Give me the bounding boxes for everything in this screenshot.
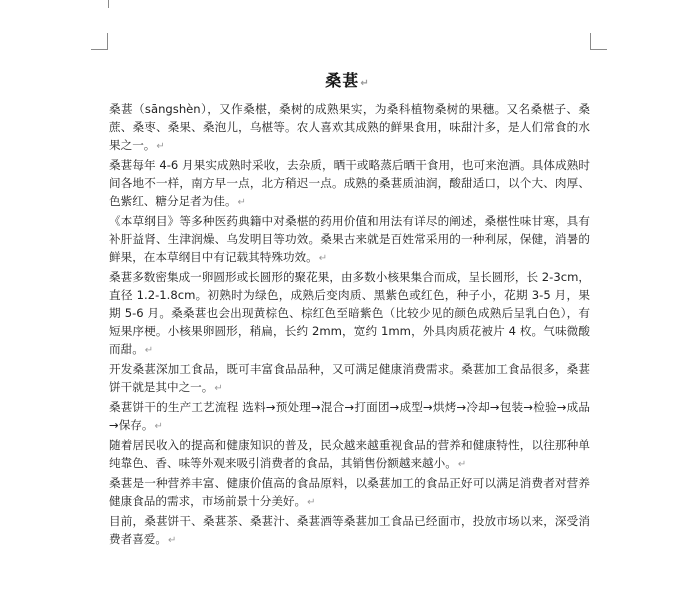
paragraph-2[interactable]: 桑葚每年 4-6 月果实成熟时采收，去杂质，晒干或略蒸后晒干食用，也可来泡酒。具体成熟时间各地不一样，南方早一点，北方稍迟一点。成熟的桑葚质油润，酸甜适口，以个大、肉厚、色紫红、糖分足者为佳。↵ — [109, 158, 590, 208]
paragraph-8[interactable]: 桑葚是一种营养丰富、健康价值高的食品原料，以桑葚加工的食品正好可以满足消费者对营养健康食品的需求，市场前景十分美好。↵ — [109, 476, 590, 508]
margin-corner-top-left — [91, 33, 108, 50]
paragraph-mark: ↵ — [457, 459, 467, 470]
text-cursor-tick — [108, 0, 109, 8]
paragraph-6[interactable]: 桑葚饼干的生产工艺流程 选料→预处理→混合→打面团→成型→烘烤→冷却→包装→检验→成品→保存。↵ — [109, 400, 590, 432]
paragraph-mark: ↵ — [167, 535, 177, 546]
paragraph-3[interactable]: 《本草纲目》等多种医药典籍中对桑椹的药用价值和用法有详尽的阐述，桑椹性味甘寒，具有补肝益肾、生津润燥、乌发明目等功效。桑果古来就是百姓常采用的一种利尿，保健，消暑的鲜果，在本草纲目中有记载其特殊功效。↵ — [109, 214, 590, 264]
paragraph-mark: ↵ — [154, 421, 163, 432]
paragraph-4[interactable]: 桑葚多数密集成一卵圆形或长圆形的聚花果，由多数小核果集合而成，呈长圆形，长 2-3cm，直径 1.2-1.8cm。初熟时为绿色，成熟后变肉质、黑紫色或红色，种子小，花期 3-5 月，果期 5-6 月。桑桑葚也会出现黄棕色、棕红色至暗紫色（比较少见的颜色成熟后呈乳白色），有短果序梗。小核果卵圆形，稍扁，长约 2mm，宽约 1mm，外具肉质花被片 4 枚。气味微酸而甜。↵ — [109, 270, 590, 356]
paragraph-mark: ↵ — [144, 345, 154, 356]
document-title[interactable] — [0, 68, 695, 91]
paragraph-mark: ↵ — [237, 197, 246, 208]
document-body[interactable] — [109, 100, 590, 550]
paragraph-mark: ↵ — [318, 253, 328, 264]
paragraph-9[interactable]: 目前，桑葚饼干、桑葚茶、桑葚汁、桑葚酒等桑葚加工食品已经面市，投放市场以来，深受消费者喜爱。↵ — [109, 514, 590, 546]
paragraph-5[interactable]: 开发桑葚深加工食品，既可丰富食品品种，又可满足健康消费需求。桑葚加工食品很多，桑葚饼干就是其中之一。↵ — [109, 362, 590, 394]
margin-corner-top-right — [590, 33, 607, 50]
paragraph-mark: ↵ — [156, 141, 165, 152]
paragraph-mark: ↵ — [360, 78, 370, 89]
paragraph-7[interactable]: 随着居民收入的提高和健康知识的普及，民众越来越重视食品的营养和健康特性，以往那种单纯靠色、香、味等外观来吸引消费者的食品，其销售份额越来越小。↵ — [109, 438, 590, 470]
paragraph-1[interactable]: 桑葚（sāngshèn），又作桑椹，桑树的成熟果实，为桑科植物桑树的果穗。又名桑椹子、桑蔗、桑枣、桑果、桑泡儿，乌椹等。农人喜欢其成熟的鲜果食用，味甜汁多，是人们常食的水果之一。↵ — [109, 102, 590, 152]
paragraph-mark: ↵ — [307, 497, 316, 508]
paragraph-mark: ↵ — [214, 383, 223, 394]
document-title-text: 桑葚 — [325, 71, 360, 90]
